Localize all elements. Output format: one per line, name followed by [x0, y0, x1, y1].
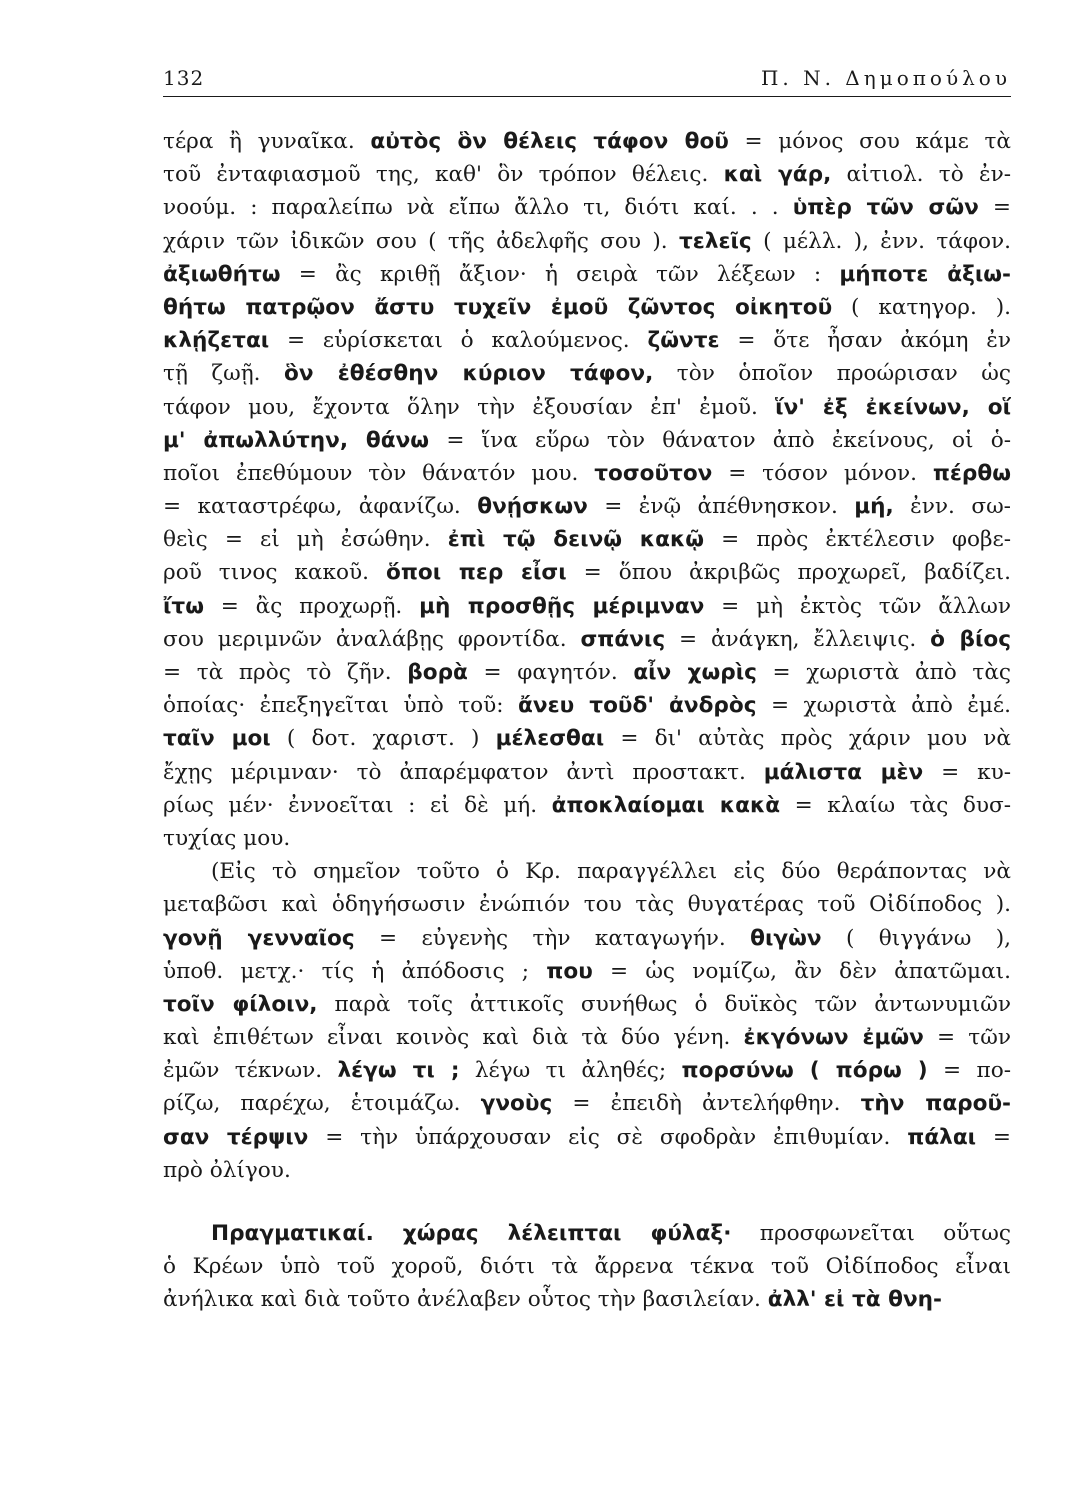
commentary-text: = ἐπειδὴ ἀντελήφθην. [552, 1091, 861, 1117]
text-line [163, 324, 1011, 357]
commentary-text: = [976, 1124, 1011, 1150]
text-line [163, 623, 1011, 656]
text-line [163, 855, 1011, 888]
commentary-text: = κυ- [923, 759, 1011, 785]
commentary-text: ποῖοι ἐπεθύμουν τὸν θάνατόν μου. [163, 460, 595, 486]
text-line [163, 457, 1011, 490]
commentary-text: = ἵνα εὕρω τὸν θάνατον ἀπὸ ἐκείνους, οἱ ὁ- [429, 427, 1011, 453]
commentary-text: ροῦ τινος κακοῦ. [163, 560, 386, 586]
lemma-bold: θνῄσκων [477, 494, 588, 520]
commentary-text: = τῶν [923, 1025, 1011, 1051]
text-line [163, 1121, 1011, 1154]
text-line [163, 1087, 1011, 1120]
lemma-bold: μήποτε ἀξιω- [839, 261, 1011, 287]
lemma-bold: λέγω τι ; [337, 1058, 460, 1084]
lemma-bold: ἐπὶ τῷ δεινῷ κακῷ [447, 527, 705, 553]
commentary-text: = ἂς προχωρῇ. [203, 593, 420, 619]
lemma-bold: ἀλλ' εἰ τὰ θνη- [767, 1287, 942, 1313]
text-line [163, 357, 1011, 390]
lemma-bold: τὴν παροῦ- [860, 1091, 1011, 1117]
text-line [163, 225, 1011, 258]
commentary-text: ( μέλλ. ), ἐνν. τάφον. [751, 228, 1011, 254]
text-line [163, 391, 1011, 424]
text-line [163, 1154, 1011, 1187]
commentary-text: = μὴ ἐκτὸς τῶν ἄλλων [704, 593, 1011, 619]
lemma-bold: ἀποκλαίομαι κακὰ [551, 792, 781, 818]
commentary-text: = μόνος σου κάμε τὰ [728, 129, 1011, 154]
commentary-text: = ἂς κριθῇ ἄξιον· ἡ σειρὰ τῶν λέξεων : [280, 261, 840, 287]
commentary-text: = εὐγενὴς τὴν καταγωγήν. [354, 925, 751, 951]
text-line [163, 955, 1011, 988]
lemma-bold: αὐτὸς ὃν θέλεις τάφον θοῦ [370, 129, 729, 154]
lemma-bold: καὶ γάρ, [723, 162, 832, 188]
commentary-text: παρὰ τοῖς ἀττικοῖς συνήθως ὁ δυϊκὸς τῶν ἀντωνυμιῶν [317, 991, 1011, 1017]
lemma-bold: θήτω πατρῷον ἄστυ τυχεῖν ἐμοῦ ζῶντος οἰκητοῦ [163, 294, 833, 320]
commentary-text: ὁποίας· ἐπεξηγεῖται ὑπὸ τοῦ: [163, 693, 519, 719]
lemma-bold: μὴ προσθῇς μέριμναν [419, 593, 705, 619]
lemma-bold: μάλιστα μὲν [763, 759, 924, 785]
commentary-text: αἰτιολ. τὸ ἐν- [831, 162, 1011, 188]
text-line [163, 125, 1011, 158]
lemma-bold: ὑπὲρ τῶν σῶν [792, 195, 979, 221]
text-line [163, 158, 1011, 191]
lemma-bold: ζῶντε [647, 328, 720, 354]
commentary-text: χάριν τῶν ἰδικῶν σου ( τῆς ἀδελφῆς σου ). [163, 228, 680, 254]
text-line [163, 922, 1011, 955]
lemma-bold: τελεῖς [679, 228, 752, 254]
commentary-text: ( δοτ. χαριστ. ) [270, 726, 496, 752]
commentary-text: ὁ Κρέων ὑπὸ τοῦ χοροῦ, διότι τὰ ἄρρενα τέκνα τοῦ Οἰδίποδος εἶναι [163, 1254, 1011, 1280]
commentary-text: = τὴν ὑπάρχουσαν εἰς σὲ σφοδρὰν ἐπιθυμίαν. [308, 1124, 908, 1150]
lemma-bold: μή, [854, 494, 894, 520]
page [163, 66, 1011, 1317]
lemma-bold: τοῖν φίλοιν, [163, 991, 318, 1017]
commentary-text: τὸν ὁποῖον προώρισαν ὡς [653, 361, 1011, 387]
lemma-bold: πάλαι [907, 1124, 977, 1150]
commentary-text: θεὶς = εἰ μὴ ἐσώθην. [163, 527, 448, 553]
commentary-text: = δι' αὐτὰς πρὸς χάριν μου νὰ [604, 726, 1011, 752]
commentary-text: πρὸ ὀλίγου. [163, 1157, 291, 1183]
commentary-text: = χωριστὰ ἀπὸ ἐμέ. [756, 693, 1011, 719]
text-line [163, 490, 1011, 523]
page-number: 132 [163, 66, 205, 90]
commentary-text: = ὅτε ἦσαν ἀκόμη ἐν [719, 328, 1011, 354]
lemma-bold: γνοὺς [480, 1091, 553, 1117]
text-line [163, 590, 1011, 623]
commentary-text: τῇ ζωῇ. [163, 361, 285, 387]
text-line [163, 523, 1011, 556]
lemma-bold: ταῖν μοι [163, 726, 271, 752]
text-line [163, 722, 1011, 755]
commentary-text: = τόσον μόνον. [712, 460, 933, 486]
lemma-bold: πορσύνω ( πόρω ) [681, 1058, 928, 1084]
lemma-bold: πέρθω [932, 460, 1011, 486]
commentary-text: = [978, 195, 1011, 221]
lemma-bold: που [546, 958, 593, 984]
commentary-text: = ἐνῷ ἀπέθνησκον. [587, 494, 855, 520]
commentary-text: = ὡς νομίζω, ἂν δὲν ἀπατῶμαι. [592, 958, 1011, 984]
text-line [163, 888, 1011, 921]
lemma-bold: ἄνευ τοῦδ' ἀνδρὸς [518, 693, 757, 719]
lemma-bold: Πραγματικαί. χώρας λέλειπται φύλαξ· [211, 1221, 732, 1246]
commentary-text: (Εἰς τὸ σημεῖον τοῦτο ὁ Κρ. παραγγέλλει εἰς δύο θεράποντας νὰ [211, 859, 1011, 885]
lemma-bold: ἴτω [163, 593, 204, 619]
text-line [163, 988, 1011, 1021]
lemma-bold: κλῄζεται [163, 328, 270, 354]
commentary-text: ἐμῶν τέκνων. [163, 1058, 338, 1084]
commentary-text: = πο- [927, 1058, 1011, 1084]
text-line [163, 1217, 1011, 1250]
text-line [163, 656, 1011, 689]
text-line [163, 1250, 1011, 1283]
lemma-bold: θιγὼν [750, 925, 822, 951]
commentary-text: = φαγητόν. [467, 660, 634, 685]
lemma-bold: μ' ἀπωλλύτην, θάνω [163, 427, 430, 453]
commentary-text: ἐνν. σω- [893, 494, 1011, 520]
commentary-text: = καταστρέφω, ἀφανίζω. [163, 494, 478, 520]
text-line [163, 789, 1011, 822]
lemma-bold: αἶν χωρὶς [633, 660, 757, 685]
lemma-bold: σπάνις [580, 626, 666, 652]
text-line [163, 556, 1011, 589]
commentary-text: καὶ ἐπιθέτων εἶναι κοινὸς καὶ διὰ τὰ δύο γένη. [163, 1025, 744, 1051]
lemma-bold: τοσοῦτον [594, 460, 713, 486]
commentary-text: = εὑρίσκεται ὁ καλούμενος. [269, 328, 648, 354]
text-line [163, 424, 1011, 457]
running-header [163, 66, 1011, 97]
lemma-bold: ἵν' ἐξ ἐκείνων, οἵ [775, 394, 1011, 420]
commentary-text: ( θιγγάνω ), [821, 925, 1011, 951]
text-line [163, 822, 1011, 855]
commentary-text: τυχίας μου. [163, 825, 291, 851]
commentary-text: = κλαίω τὰς δυσ- [780, 792, 1011, 818]
lemma-bold: ἐκγόνων ἐμῶν [743, 1025, 924, 1051]
commentary-text: ( κατηγορ. ). [832, 294, 1011, 320]
commentary-text: λέγω τι ἀληθές; [459, 1058, 682, 1084]
commentary-text: τέρα ἢ γυναῖκα. [163, 129, 371, 154]
running-head-author: Π. Ν. Δημοπούλου [760, 66, 1011, 90]
commentary-text: ρίζω, παρέχω, ἑτοιμάζω. [163, 1091, 481, 1117]
text-line [163, 689, 1011, 722]
text-line [163, 1021, 1011, 1054]
lemma-bold: σαν τέρψιν [163, 1124, 309, 1150]
commentary-text: νοούμ. : παραλείπω νὰ εἴπω ἄλλο τι, διότι καί. . . [163, 195, 793, 221]
text-body [163, 125, 1011, 1317]
text-line [163, 191, 1011, 224]
commentary-text: ἀνήλικα καὶ διὰ τοῦτο ἀνέλαβεν οὗτος τὴν βασιλείαν. [163, 1287, 768, 1313]
lemma-bold: ὃν ἐθέσθην κύριον τάφον, [284, 361, 654, 387]
commentary-text: τοῦ ἐνταφιασμοῦ της, καθ' ὃν τρόπον θέλεις. [163, 162, 724, 188]
text-line [163, 1054, 1011, 1087]
lemma-bold: μέλεσθαι [495, 726, 605, 752]
commentary-text: μεταβῶσι καὶ ὁδηγήσωσιν ἐνώπιόν του τὰς θυγατέρας τοῦ Οἰδίποδος ). [163, 892, 1011, 918]
text-line [163, 756, 1011, 789]
commentary-text: προσφωνεῖται οὕτως [731, 1221, 1011, 1246]
lemma-bold: βορὰ [407, 660, 468, 685]
lemma-bold: ἀξιωθήτω [163, 261, 281, 287]
commentary-text: ἔχῃς μέριμναν· τὸ ἀπαρέμφατον ἀντὶ προστακτ. [163, 759, 764, 785]
commentary-text: τάφον μου, ἔχοντα ὅλην τὴν ἐξουσίαν ἐπ' ἐμοῦ. [163, 394, 776, 420]
lemma-bold: γονῇ γενναῖος [163, 925, 355, 951]
text-line [163, 1283, 1011, 1316]
paragraph-gap [163, 1187, 1011, 1217]
commentary-text: ρίως μέν· ἐννοεῖται : εἰ δὲ μή. [163, 792, 552, 818]
commentary-text: = πρὸς ἐκτέλεσιν φοβε- [704, 527, 1011, 553]
commentary-text: = τὰ πρὸς τὸ ζῆν. [163, 660, 408, 685]
text-line [163, 258, 1011, 291]
lemma-bold: ὅποι περ εἶσι [385, 560, 567, 586]
commentary-text: = ἀνάγκη, ἔλλειψις. [665, 626, 931, 652]
commentary-text: ὑποθ. μετχ.· τίς ἡ ἀπόδοσις ; [163, 958, 547, 984]
text-line [163, 291, 1011, 324]
commentary-text: = χωριστὰ ἀπὸ τὰς [756, 660, 1011, 685]
commentary-text: σου μεριμνῶν ἀναλάβῃς φροντίδα. [163, 626, 581, 652]
lemma-bold: ὁ βίος [930, 626, 1011, 652]
commentary-text: = ὅπου ἀκριβῶς προχωρεῖ, βαδίζει. [566, 560, 1011, 586]
